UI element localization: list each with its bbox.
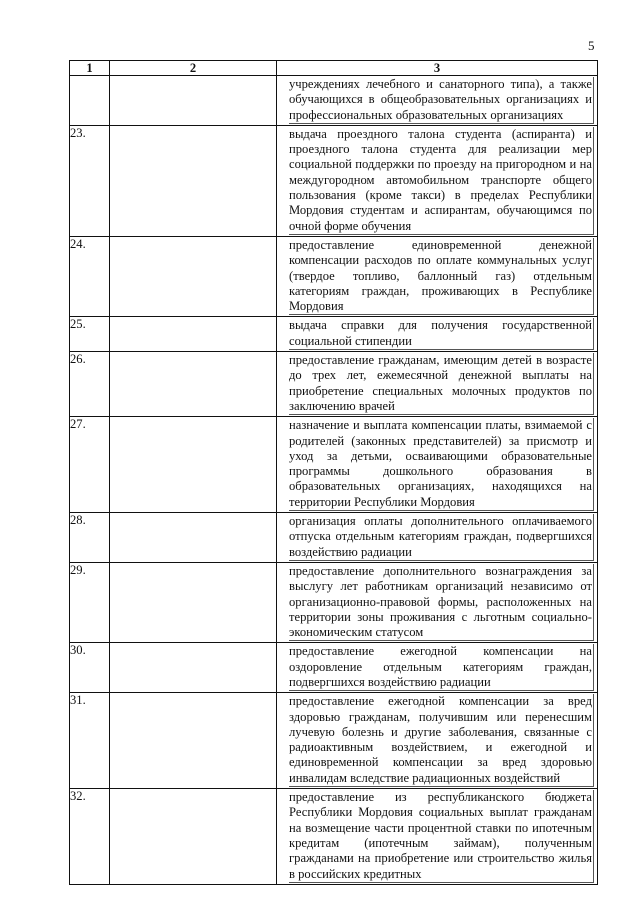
empty-column-cell bbox=[110, 352, 277, 417]
row-number bbox=[70, 76, 110, 126]
service-description: предоставление из республиканского бюджета Республики Мордовия социальных выплат гражданам на возмещение части процентной ставки по ипотечным кредитам (ипотечным займам), полученным гражданами на приобретение или строительство жилья в российских кредитных bbox=[289, 790, 594, 883]
service-description-cell bbox=[277, 236, 598, 316]
service-description: предоставление гражданам, имеющим детей в возрасте до трех лет, ежемесячной денежной выплаты на приобретение специальных молочных продуктов по заключению врачей bbox=[289, 353, 594, 415]
row-number: 29. bbox=[70, 562, 110, 642]
empty-column-cell bbox=[110, 643, 277, 693]
service-description: учреждениях лечебного и санаторного типа), а также обучающихся в общеобразовательных организациях и профессиональных образовательных организациях bbox=[289, 77, 594, 124]
service-description: выдача справки для получения государственной социальной стипендии bbox=[289, 318, 594, 350]
table-header-row bbox=[70, 61, 598, 76]
table-row bbox=[70, 693, 598, 789]
row-number: 28. bbox=[70, 513, 110, 563]
service-description-cell bbox=[277, 76, 598, 126]
page-number: 5 bbox=[588, 38, 595, 53]
column-header-2: 2 bbox=[110, 61, 277, 76]
empty-column-cell bbox=[110, 236, 277, 316]
table-row bbox=[70, 236, 598, 316]
empty-column-cell bbox=[110, 513, 277, 563]
table-row bbox=[70, 352, 598, 417]
row-number: 23. bbox=[70, 125, 110, 236]
services-table bbox=[69, 60, 598, 885]
row-number: 25. bbox=[70, 317, 110, 352]
table-row bbox=[70, 562, 598, 642]
service-description-cell bbox=[277, 789, 598, 885]
service-description: выдача проездного талона студента (аспиранта) и проездного талона студента для реализации мер социальной поддержки по проезду на пригородном и на междугородном автомобильном транспорте общего пользования (кроме такси) в пределах Республики Мордовия студентам и аспирантам, обучающимся по очной форме обучения bbox=[289, 127, 594, 235]
service-description-cell bbox=[277, 417, 598, 513]
empty-column-cell bbox=[110, 417, 277, 513]
service-description: предоставление единовременной денежной компенсации расходов по оплате коммунальных услуг (твердое топливо, баллонный газ) отдельным категориям граждан, проживающих в Республике Мордовия bbox=[289, 238, 594, 315]
service-description-cell bbox=[277, 125, 598, 236]
service-description-cell bbox=[277, 317, 598, 352]
empty-column-cell bbox=[110, 317, 277, 352]
table-row bbox=[70, 417, 598, 513]
table-row bbox=[70, 643, 598, 693]
row-number: 27. bbox=[70, 417, 110, 513]
column-header-1: 1 bbox=[70, 61, 110, 76]
service-description-cell bbox=[277, 513, 598, 563]
row-number: 24. bbox=[70, 236, 110, 316]
table-row bbox=[70, 513, 598, 563]
service-description: предоставление ежегодной компенсации на оздоровление отдельным категориям граждан, подвергшихся воздействию радиации bbox=[289, 644, 594, 691]
row-number: 30. bbox=[70, 643, 110, 693]
table-row bbox=[70, 76, 598, 126]
empty-column-cell bbox=[110, 562, 277, 642]
service-description: предоставление ежегодной компенсации за вред здоровью гражданам, получившим или перенесшим лучевую болезнь и другие заболевания, связанные с радиоактивным воздействием, и ежегодной и единовременной компенсации за вред здоровью инвалидам вследствие радиационных воздействий bbox=[289, 694, 594, 787]
service-description: организация оплаты дополнительного оплачиваемого отпуска отдельным категориям граждан, подвергшихся воздействию радиации bbox=[289, 514, 594, 561]
empty-column-cell bbox=[110, 789, 277, 885]
column-header-3: 3 bbox=[277, 61, 598, 76]
service-description: назначение и выплата компенсации платы, взимаемой с родителей (законных представителей) за присмотр и уход за детьми, осваивающими образовательные программы дошкольного образования в образовательных организациях, находящихся на территории Республики Мордовия bbox=[289, 418, 594, 511]
service-description-cell bbox=[277, 693, 598, 789]
empty-column-cell bbox=[110, 693, 277, 789]
table-body bbox=[70, 76, 598, 885]
empty-column-cell bbox=[110, 76, 277, 126]
table-row bbox=[70, 125, 598, 236]
row-number: 32. bbox=[70, 789, 110, 885]
row-number: 31. bbox=[70, 693, 110, 789]
service-description-cell bbox=[277, 562, 598, 642]
row-number: 26. bbox=[70, 352, 110, 417]
service-description-cell bbox=[277, 643, 598, 693]
service-description: предоставление дополнительного вознаграждения за выслугу лет работникам организаций независимо от организационно-правовой формы, расположенных на территории зоны проживания с льготным социально-экономическим статусом bbox=[289, 564, 594, 641]
table-row bbox=[70, 317, 598, 352]
empty-column-cell bbox=[110, 125, 277, 236]
table-row bbox=[70, 789, 598, 885]
service-description-cell bbox=[277, 352, 598, 417]
